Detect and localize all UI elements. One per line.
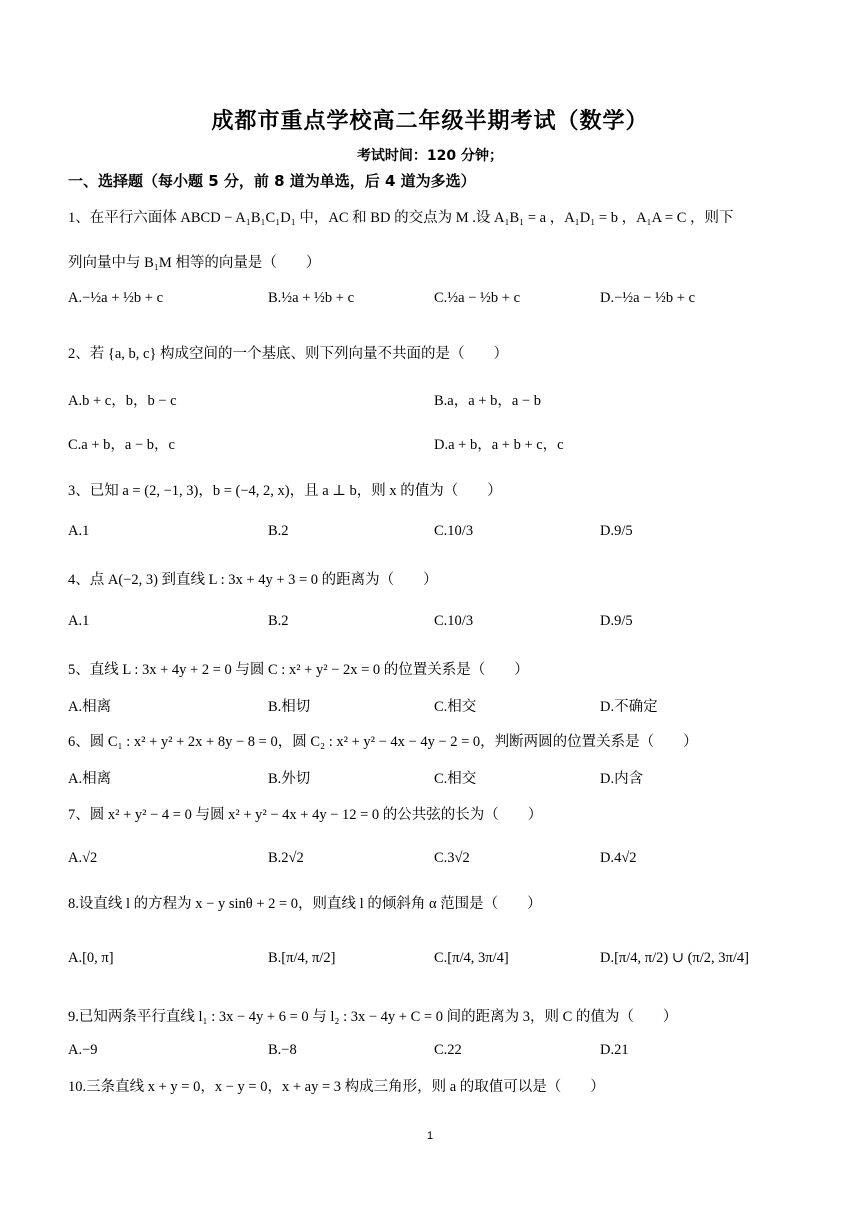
question-7-option-d: D.4√2	[600, 850, 637, 866]
question-8-stem: 8.设直线 l 的方程为 x − y sinθ + 2 = 0，则直线 l 的倾斜角 α 范围是（ ）	[68, 896, 542, 912]
question-2-option-b: B.a，a + b，a − b	[434, 393, 541, 409]
question-2-option-d: D.a + b，a + b + c，c	[434, 437, 564, 453]
question-2-stem: 2、若 {a, b, c} 构成空间的一个基底、则下列向量不共面的是（ ）	[68, 346, 509, 362]
question-3-option-b: B.2	[268, 523, 289, 539]
question-5-option-c: C.相交	[434, 699, 477, 715]
question-3-option-a: A.1	[68, 523, 90, 539]
question-4-stem: 4、点 A(−2, 3) 到直线 L : 3x + 4y + 3 = 0 的距离为（ ）	[68, 572, 438, 588]
question-9-option-b: B.−8	[268, 1042, 297, 1058]
question-3-option-c: C.10/3	[434, 523, 474, 539]
question-8-option-a: A.[0, π]	[68, 950, 114, 966]
question-9-option-c: C.22	[434, 1042, 462, 1058]
question-6-stem: 6、圆 C₁ : x² + y² + 2x + 8y − 8 = 0，圆 C₂ : x² + y² − 4x − 4y − 2 = 0，判断两圆的位置关系是（ ）	[68, 734, 698, 750]
exam-title: 成都市重点学校高二年级半期考试（数学）	[211, 109, 649, 134]
question-6-option-d: D.内含	[600, 771, 644, 787]
question-7-option-c: C.3√2	[434, 850, 470, 866]
question-10-stem: 10.三条直线 x + y = 0，x − y = 0，x + ay = 3 构成三角形，则 a 的取值可以是（ ）	[68, 1079, 605, 1095]
question-1-stem-cont: 列向量中与 B₁M 相等的向量是（ ）	[68, 255, 321, 271]
question-8-option-d: D.[π/4, π/2) ∪ (π/2, 3π/4]	[600, 950, 749, 966]
question-7-option-b: B.2√2	[268, 850, 304, 866]
question-6-option-a: A.相离	[68, 771, 112, 787]
question-5-stem: 5、直线 L : 3x + 4y + 2 = 0 与圆 C : x² + y² − 2x = 0 的位置关系是（ ）	[68, 662, 529, 678]
question-1-option-b: B.½a + ½b + c	[268, 290, 355, 306]
exam-time: 考试时间：120 分钟；	[356, 148, 504, 164]
question-4-option-c: C.10/3	[434, 613, 474, 629]
question-4-option-a: A.1	[68, 613, 90, 629]
question-4-option-b: B.2	[268, 613, 289, 629]
question-5-option-a: A.相离	[68, 699, 112, 715]
section-heading: 一、选择题（每小题 5 分，前 8 道为单选，后 4 道为多选）	[68, 172, 476, 190]
question-6-option-b: B.外切	[268, 771, 311, 787]
question-5-option-d: D.不确定	[600, 699, 658, 715]
question-1-option-a: A.−½a + ½b + c	[68, 290, 164, 306]
question-2-option-c: C.a + b，a − b，c	[68, 437, 175, 453]
question-7-option-a: A.√2	[68, 850, 98, 866]
question-9-stem: 9.已知两条平行直线 l₁ : 3x − 4y + 6 = 0 与 l₂ : 3x − 4y + C = 0 间的距离为 3，则 C 的值为（ ）	[68, 1009, 678, 1025]
question-4-option-d: D.9/5	[600, 613, 633, 629]
question-1-option-c: C.½a − ½b + c	[434, 290, 521, 306]
question-3-stem: 3、已知 a = (2, −1, 3)，b = (−4, 2, x)，且 a ⊥ b，则 x 的值为（ ）	[68, 483, 502, 499]
question-1-stem: 1、在平行六面体 ABCD − A₁B₁C₁D₁ 中，AC 和 BD 的交点为 M .设 A₁B₁ = a ，A₁D₁ = b ，A₁A = C ，则下	[68, 210, 734, 226]
question-2-option-a: A.b + c，b，b − c	[68, 393, 177, 409]
question-3-option-d: D.9/5	[600, 523, 633, 539]
question-9-option-d: D.21	[600, 1042, 629, 1058]
question-8-option-b: B.[π/4, π/2]	[268, 950, 336, 966]
question-7-stem: 7、圆 x² + y² − 4 = 0 与圆 x² + y² − 4x + 4y − 12 = 0 的公共弦的长为（ ）	[68, 807, 543, 823]
page-number: 1	[426, 1130, 434, 1142]
question-1-option-d: D.−½a − ½b + c	[600, 290, 696, 306]
question-8-option-c: C.[π/4, 3π/4]	[434, 950, 509, 966]
question-5-option-b: B.相切	[268, 699, 311, 715]
question-6-option-c: C.相交	[434, 771, 477, 787]
question-9-option-a: A.−9	[68, 1042, 98, 1058]
